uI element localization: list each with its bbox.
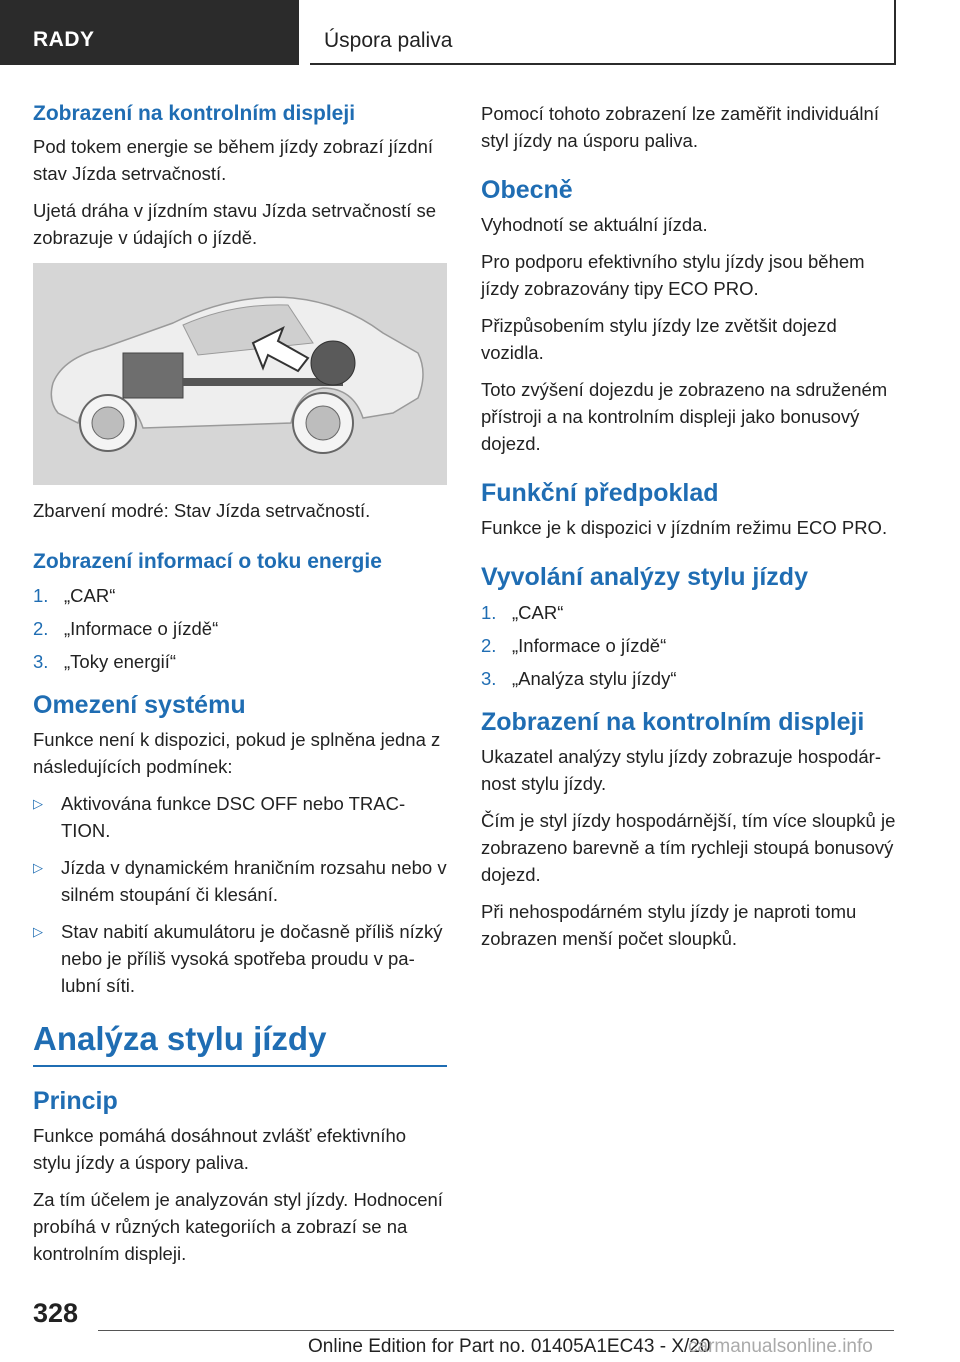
list-item [33, 918, 447, 999]
step-text: „Toky energií“ [64, 651, 177, 672]
step-number: 1. [33, 585, 49, 606]
section-title-display-analysis: Zobrazení na kontrolním displeji [481, 708, 865, 736]
header-title-box [310, 0, 896, 65]
paragraph: Vyhodnotí se aktuální jízda. [481, 214, 708, 235]
step-text: „Informace o jízdě“ [64, 618, 219, 639]
paragraph: Ukazatel analýzy stylu jízdy zobrazuje hospodárnost stylu jízdy. [481, 746, 882, 794]
paragraph: Čím je styl jízdy hospodárnější, tím více sloupků je zobrazeno barevně a tím rychleji stoupá bonusový dojezd. [481, 810, 896, 885]
list-item [33, 648, 447, 675]
step-text: „CAR“ [64, 585, 116, 606]
steps-list [33, 582, 447, 675]
header-section-label: RADY [33, 28, 95, 51]
paragraph: Při nehospodárném stylu jízdy je naproti tomu zobrazen menší počet sloupků. [481, 901, 857, 949]
bullet-list [33, 790, 447, 999]
section-title-invoke-analysis: Vyvolání analýzy stylu jízdy [481, 563, 808, 591]
triangle-bullet-icon: ▷ [33, 860, 43, 875]
section-title-energy-flow: Zobrazení informací o toku energie [33, 550, 382, 573]
section-title-general: Obecně [481, 176, 573, 204]
footer-rule [98, 1330, 894, 1331]
section-title-prerequisite: Funkční předpoklad [481, 479, 719, 507]
chapter-heading-block [33, 1019, 447, 1067]
step-number: 1. [481, 602, 497, 623]
paragraph: Funkce je k dispozici v jízdním režimu ECO PRO. [481, 517, 888, 538]
step-number: 2. [481, 635, 497, 656]
step-number: 2. [33, 618, 49, 639]
bullet-text: Aktivována funkce DSC OFF nebo TRACTION. [61, 793, 406, 841]
paragraph: Pomocí tohoto zobrazení lze zaměřit individuální styl jízdy na úsporu paliva. [481, 103, 879, 151]
step-text: „CAR“ [512, 602, 564, 623]
step-text: „Informace o jízdě“ [512, 635, 667, 656]
paragraph: Funkce pomáhá dosáhnout zvlášť efektivního stylu jízdy a úspory paliva. [33, 1125, 407, 1173]
bullet-text: Stav nabití akumulátoru je dočasně příliš nízký nebo je příliš vysoká spotřeba proudu v palubní síti. [61, 921, 443, 996]
paragraph: Pod tokem energie se během jízdy zobrazí jízdní stav Jízda setrvačností. [33, 136, 434, 184]
page-number: 328 [33, 1298, 79, 1328]
list-item [33, 790, 447, 844]
right-column [481, 100, 901, 962]
image-caption: Zbarvení modré: Stav Jízda setrvačností. [33, 500, 371, 521]
list-item [33, 854, 447, 908]
header-title: Úspora paliva [324, 29, 453, 52]
paragraph: Ujetá dráha v jízdním stavu Jízda setrvačností se zobrazuje v údajích o jízdě. [33, 200, 437, 248]
list-item [33, 582, 447, 609]
watermark-text: carmanualsonline.info [688, 1336, 873, 1357]
section-title-principle: Princip [33, 1087, 118, 1115]
list-item [481, 632, 901, 659]
section-title-display: Zobrazení na kontrolním displeji [33, 102, 356, 125]
step-number: 3. [481, 668, 497, 689]
paragraph: Funkce není k dispozici, pokud je splněna jedna z následujících podmínek: [33, 729, 441, 777]
list-item [481, 665, 901, 692]
section-title-limits: Omezení systému [33, 691, 246, 719]
footer-edition: Online Edition for Part no. 01405A1EC43 - X/20 [308, 1336, 711, 1357]
step-text: „Analýza stylu jízdy“ [512, 668, 677, 689]
left-column [33, 100, 447, 1277]
car-illustration [33, 263, 447, 485]
header-section-tab [0, 0, 299, 65]
paragraph: Přizpůsobením stylu jízdy lze zvětšit dojezd vozidla. [481, 315, 837, 363]
list-item [481, 599, 901, 626]
triangle-bullet-icon: ▷ [33, 796, 43, 811]
triangle-bullet-icon: ▷ [33, 924, 43, 939]
paragraph: Toto zvýšení dojezdu je zobrazeno na sdruženém přístroji a na kontrolním displeji jako bonusový dojezd. [481, 379, 888, 454]
paragraph: Za tím účelem je analyzován styl jízdy. Hodnocení probíhá v různých kategoriích a zobrazí se na kontrolním displeji. [33, 1189, 443, 1264]
chapter-title: Analýza stylu jízdy [33, 1020, 327, 1057]
paragraph: Pro podporu efektivního stylu jízdy jsou během jízdy zobrazovány tipy ECO PRO. [481, 251, 865, 299]
list-item [33, 615, 447, 642]
car-drawing [33, 263, 447, 485]
bullet-text: Jízda v dynamickém hraničním rozsahu nebo v silném stoupání či klesání. [61, 857, 447, 905]
step-number: 3. [33, 651, 49, 672]
steps-list [481, 599, 901, 692]
